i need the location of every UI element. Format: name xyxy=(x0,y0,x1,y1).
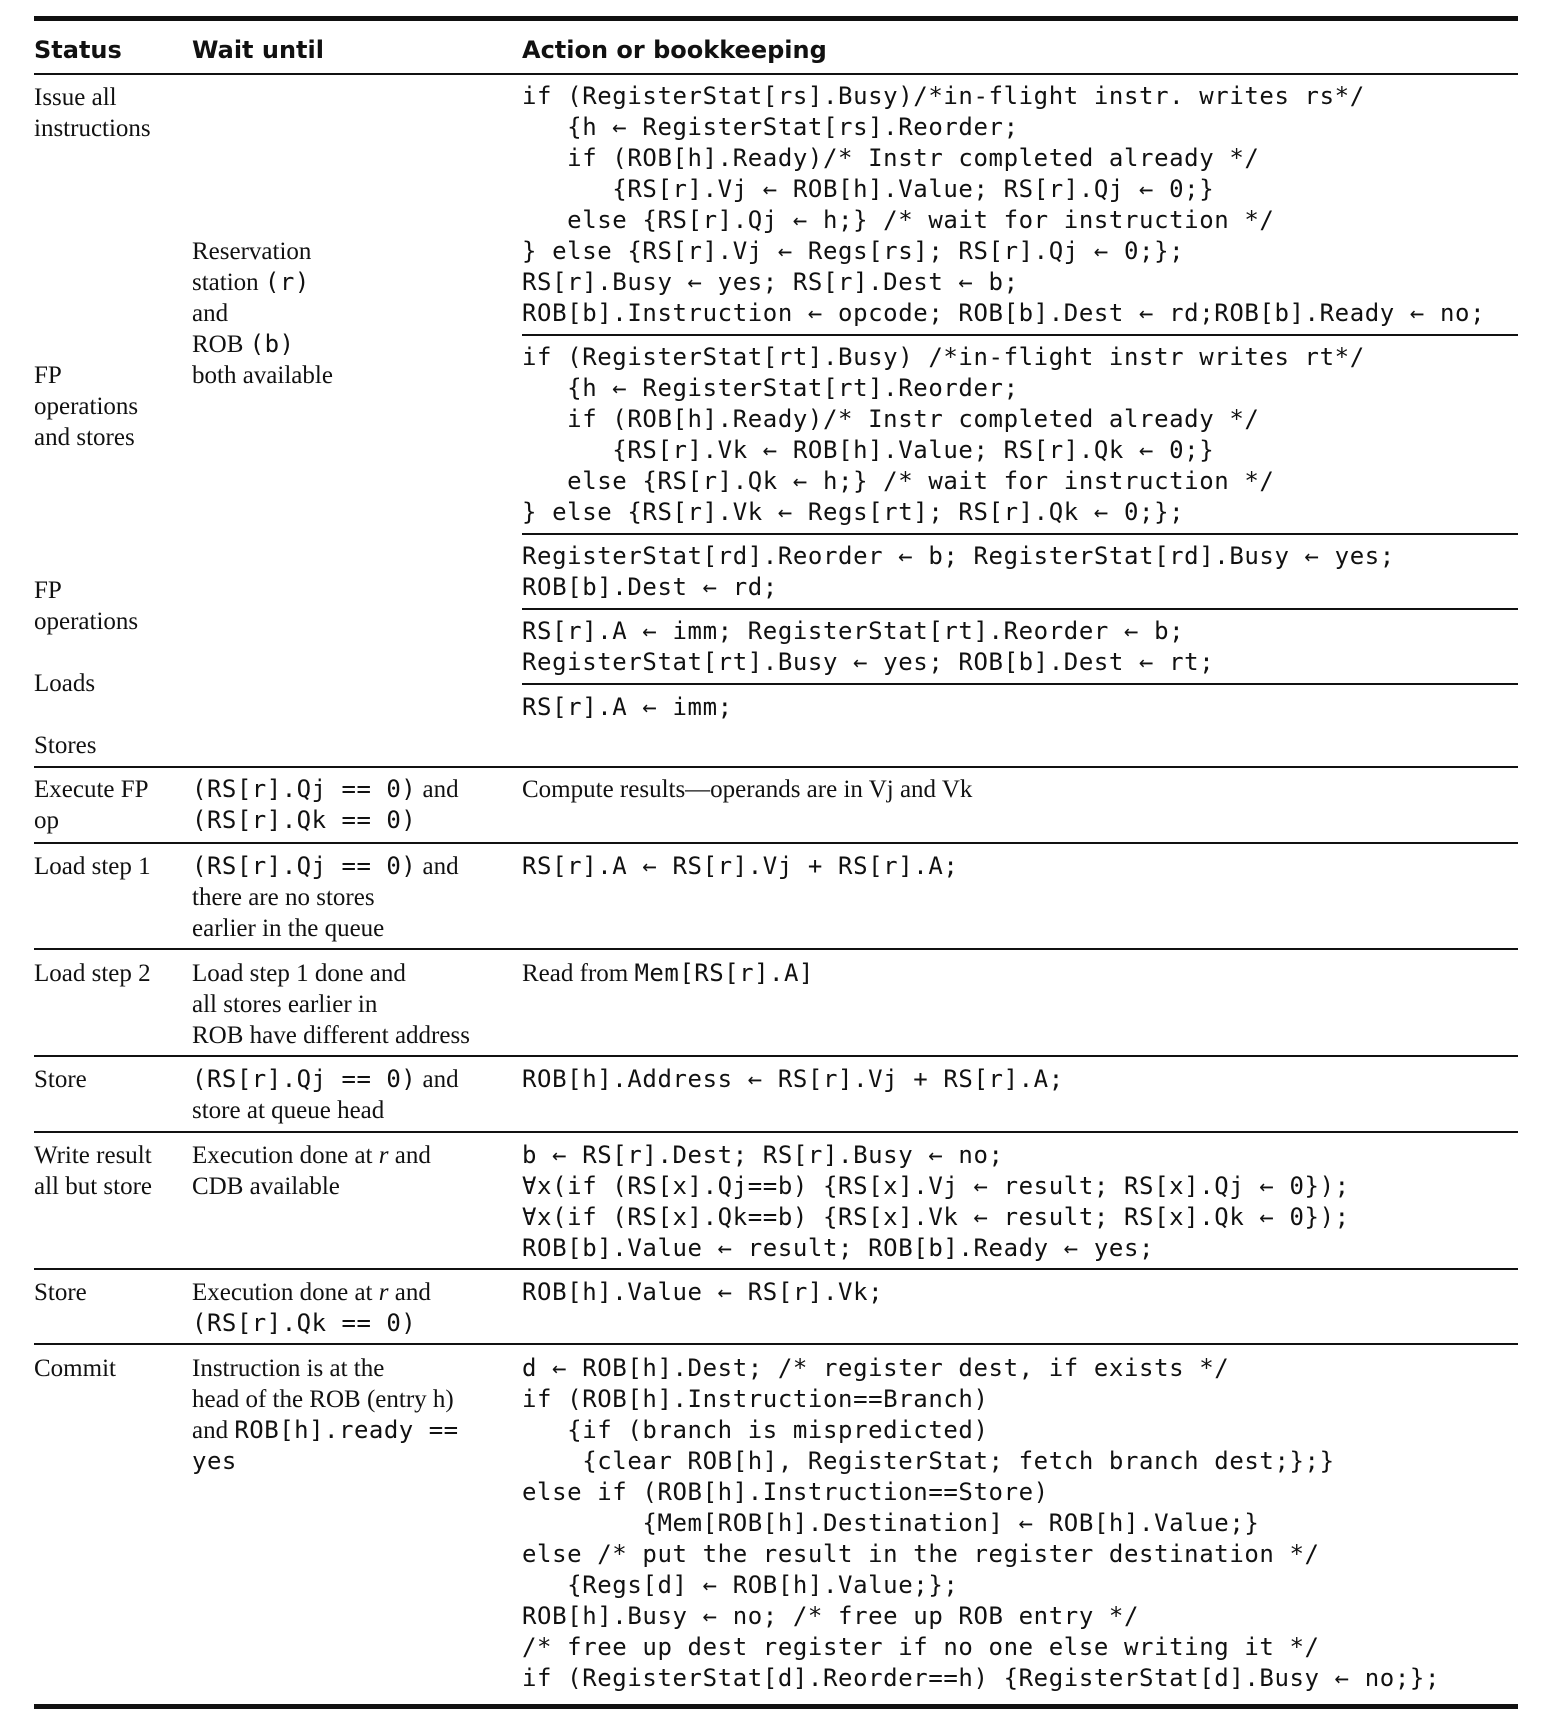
code-line: if (ROB[h].Ready)/* Instr completed already */ xyxy=(522,144,1260,172)
header-rule xyxy=(34,73,1518,75)
action-load-step-1: RS[r].A ← RS[r].Vj + RS[r].A; xyxy=(522,852,959,880)
wait-line xyxy=(192,805,459,836)
status-store-2: Store xyxy=(34,1279,87,1306)
action-fp-operations xyxy=(522,541,1395,603)
code-line: RS[r].Busy ← yes; RS[r].Dest ← b; xyxy=(522,268,1019,296)
wait-code: (RS[r].Qk == 0) xyxy=(192,1309,417,1337)
wait-text: station xyxy=(192,269,265,296)
code-line: b ← RS[r].Dest; RS[r].Busy ← no; xyxy=(522,1141,1004,1169)
wait-line: Load step 1 done and xyxy=(192,960,406,987)
action-write-result xyxy=(522,1140,1350,1264)
status-line: Execute FP xyxy=(34,776,149,803)
issue-divider-4 xyxy=(522,683,1518,685)
wait-line: all stores earlier in xyxy=(192,991,378,1018)
header-action: Action or bookkeeping xyxy=(522,36,827,64)
code-line: {RS[r].Vj ← ROB[h].Value; RS[r].Qj ← 0;} xyxy=(522,175,1215,203)
row-rule-store xyxy=(34,1131,1518,1133)
status-line: all but store xyxy=(34,1173,153,1200)
code-line: {Mem[ROB[h].Destination] ← ROB[h].Value;} xyxy=(522,1509,1260,1537)
wait-line xyxy=(192,774,459,805)
code-line: {h ← RegisterStat[rt].Reorder; xyxy=(522,374,1019,402)
wait-code: (r) xyxy=(264,268,310,296)
wait-issue xyxy=(192,236,333,391)
issue-divider-3 xyxy=(522,608,1518,610)
top-rule xyxy=(34,16,1518,21)
wait-line: there are no stores xyxy=(192,884,375,911)
code-line: } else {RS[r].Vj ← Regs[rs]; RS[r].Qj ← 0;}; xyxy=(522,237,1185,265)
row-rule-load2 xyxy=(34,1055,1518,1057)
code-line: else if (ROB[h].Instruction==Store) xyxy=(522,1478,1049,1506)
wait-text: and xyxy=(416,1066,459,1093)
wait-text: and xyxy=(416,776,459,803)
wait-line: CDB available xyxy=(192,1173,340,1200)
action-code: Mem[RS[r].A] xyxy=(634,959,814,987)
wait-store xyxy=(192,1064,459,1126)
row-rule-store2 xyxy=(34,1343,1518,1345)
status-store: Store xyxy=(34,1066,87,1093)
wait-line xyxy=(192,1064,459,1095)
wait-text: and xyxy=(416,853,459,880)
action-issue-all xyxy=(522,81,1485,329)
status-load-step-1: Load step 1 xyxy=(34,853,151,880)
wait-text: ROB xyxy=(192,331,250,358)
action-commit xyxy=(522,1353,1440,1694)
issue-divider-2 xyxy=(522,533,1518,535)
code-line: {h ← RegisterStat[rs].Reorder; xyxy=(522,113,1019,141)
wait-line xyxy=(192,1415,459,1446)
status-line: FP xyxy=(34,577,62,604)
code-line: {clear ROB[h], RegisterStat; fetch branch dest;};} xyxy=(522,1447,1335,1475)
code-line: /* free up dest register if no one else writing it */ xyxy=(522,1633,1320,1661)
row-rule-load1 xyxy=(34,948,1518,950)
code-line: else {RS[r].Qj ← h;} /* wait for instruction */ xyxy=(522,206,1275,234)
action-execute-fp: Compute results—operands are in Vj and Vk xyxy=(522,776,973,803)
code-line: else /* put the result in the register destination */ xyxy=(522,1540,1320,1568)
code-line: ROB[b].Value ← result; ROB[b].Ready ← yes; xyxy=(522,1234,1155,1262)
action-load-step-2 xyxy=(522,958,814,989)
code-line: {if (branch is mispredicted) xyxy=(522,1416,989,1444)
status-line: Issue all xyxy=(34,84,117,111)
wait-execute-fp xyxy=(192,774,459,836)
wait-line xyxy=(192,267,333,298)
wait-line: store at queue head xyxy=(192,1097,385,1124)
status-line: instructions xyxy=(34,115,151,142)
wait-code: (RS[r].Qj == 0) xyxy=(192,775,417,803)
code-line: RS[r].A ← imm; RegisterStat[rt].Reorder ← b; xyxy=(522,617,1185,645)
status-execute-fp xyxy=(34,774,149,836)
wait-load-step-1 xyxy=(192,851,459,944)
action-fp-and-stores xyxy=(522,342,1365,528)
wait-text: and xyxy=(192,1417,235,1444)
status-commit: Commit xyxy=(34,1355,116,1382)
action-store: ROB[h].Address ← RS[r].Vj + RS[r].A; xyxy=(522,1065,1064,1093)
wait-write-result xyxy=(192,1140,431,1202)
wait-line xyxy=(192,1277,431,1308)
wait-commit xyxy=(192,1353,459,1477)
header-status: Status xyxy=(34,36,122,64)
code-line: ∀x(if (RS[x].Qj==b) {RS[x].Vj ← result; RS[x].Qj ← 0}); xyxy=(522,1172,1350,1200)
code-line: if (ROB[h].Instruction==Branch) xyxy=(522,1385,989,1413)
action-stores xyxy=(522,692,733,723)
wait-line xyxy=(192,851,459,882)
code-line: if (ROB[h].Ready)/* Instr completed already */ xyxy=(522,405,1260,433)
status-loads: Loads xyxy=(34,670,96,697)
row-rule-issue xyxy=(34,766,1518,768)
code-line: ROB[b].Instruction ← opcode; ROB[b].Dest ← rd;ROB[b].Ready ← no; xyxy=(522,299,1486,327)
code-line: if (RegisterStat[rs].Busy)/*in-flight instr. writes rs*/ xyxy=(522,82,1365,110)
wait-code: (RS[r].Qk == 0) xyxy=(192,806,417,834)
header-wait: Wait until xyxy=(192,36,324,64)
code-line: ∀x(if (RS[x].Qk==b) {RS[x].Vk ← result; RS[x].Qk ← 0}); xyxy=(522,1203,1350,1231)
code-line: } else {RS[r].Vk ← Regs[rt]; RS[r].Qk ← 0;}; xyxy=(522,498,1185,526)
wait-var: r xyxy=(378,1279,389,1306)
wait-text: Execution done at xyxy=(192,1279,379,1306)
code-line: RS[r].A ← imm; xyxy=(522,693,733,721)
wait-line: ROB have different address xyxy=(192,1022,470,1049)
wait-store-2 xyxy=(192,1277,431,1339)
status-fp-operations xyxy=(34,575,138,637)
wait-line: Reservation xyxy=(192,238,312,265)
code-line: ROB[b].Dest ← rd; xyxy=(522,573,778,601)
wait-code: ROB[h].ready == xyxy=(234,1416,459,1444)
wait-load-step-2 xyxy=(192,958,470,1051)
code-line: if (RegisterStat[rt].Busy) /*in-flight instr writes rt*/ xyxy=(522,343,1365,371)
wait-line: Instruction is at the xyxy=(192,1355,385,1382)
code-line: RegisterStat[rt].Busy ← yes; ROB[b].Dest ← rt; xyxy=(522,648,1215,676)
status-load-step-2: Load step 2 xyxy=(34,960,151,987)
wait-text: and xyxy=(388,1142,431,1169)
wait-line: head of the ROB (entry h) xyxy=(192,1386,454,1413)
status-line: operations xyxy=(34,393,139,420)
status-stores: Stores xyxy=(34,732,97,759)
status-line: and stores xyxy=(34,424,135,451)
wait-line: yes xyxy=(192,1447,237,1475)
wait-line xyxy=(192,1140,431,1171)
wait-line: both available xyxy=(192,362,333,389)
wait-code: (RS[r].Qj == 0) xyxy=(192,1065,417,1093)
status-line: FP xyxy=(34,362,62,389)
wait-line: earlier in the queue xyxy=(192,915,385,942)
code-line: if (RegisterStat[d].Reorder==h) {RegisterStat[d].Busy ← no;}; xyxy=(522,1664,1441,1692)
row-rule-write xyxy=(34,1268,1518,1270)
status-write-result xyxy=(34,1140,152,1202)
code-line: {RS[r].Vk ← ROB[h].Value; RS[r].Qk ← 0;} xyxy=(522,436,1215,464)
status-line: operations xyxy=(34,608,139,635)
code-line: d ← ROB[h].Dest; /* register dest, if exists */ xyxy=(522,1354,1230,1382)
wait-line xyxy=(192,1308,431,1339)
status-issue-all xyxy=(34,82,151,144)
issue-divider-1 xyxy=(522,334,1518,336)
code-line: RegisterStat[rd].Reorder ← b; RegisterStat[rd].Busy ← yes; xyxy=(522,542,1395,570)
action-store-2: ROB[h].Value ← RS[r].Vk; xyxy=(522,1278,884,1306)
action-text: Read from xyxy=(522,960,635,987)
wait-var: r xyxy=(378,1142,389,1169)
action-loads xyxy=(522,616,1214,678)
wait-text: Execution done at xyxy=(192,1142,379,1169)
wait-text: and xyxy=(388,1279,431,1306)
status-line: op xyxy=(34,807,59,834)
code-line: else {RS[r].Qk ← h;} /* wait for instruction */ xyxy=(522,467,1275,495)
wait-code: (RS[r].Qj == 0) xyxy=(192,852,417,880)
wait-line xyxy=(192,329,333,360)
status-fp-and-stores xyxy=(34,360,138,453)
code-line: ROB[h].Busy ← no; /* free up ROB entry */ xyxy=(522,1602,1140,1630)
wait-line: and xyxy=(192,300,229,327)
bottom-rule xyxy=(34,1704,1518,1709)
code-line: {Regs[d] ← ROB[h].Value;}; xyxy=(522,1571,959,1599)
wait-code: (b) xyxy=(249,330,295,358)
status-line: Write result xyxy=(34,1142,152,1169)
row-rule-execute xyxy=(34,842,1518,844)
